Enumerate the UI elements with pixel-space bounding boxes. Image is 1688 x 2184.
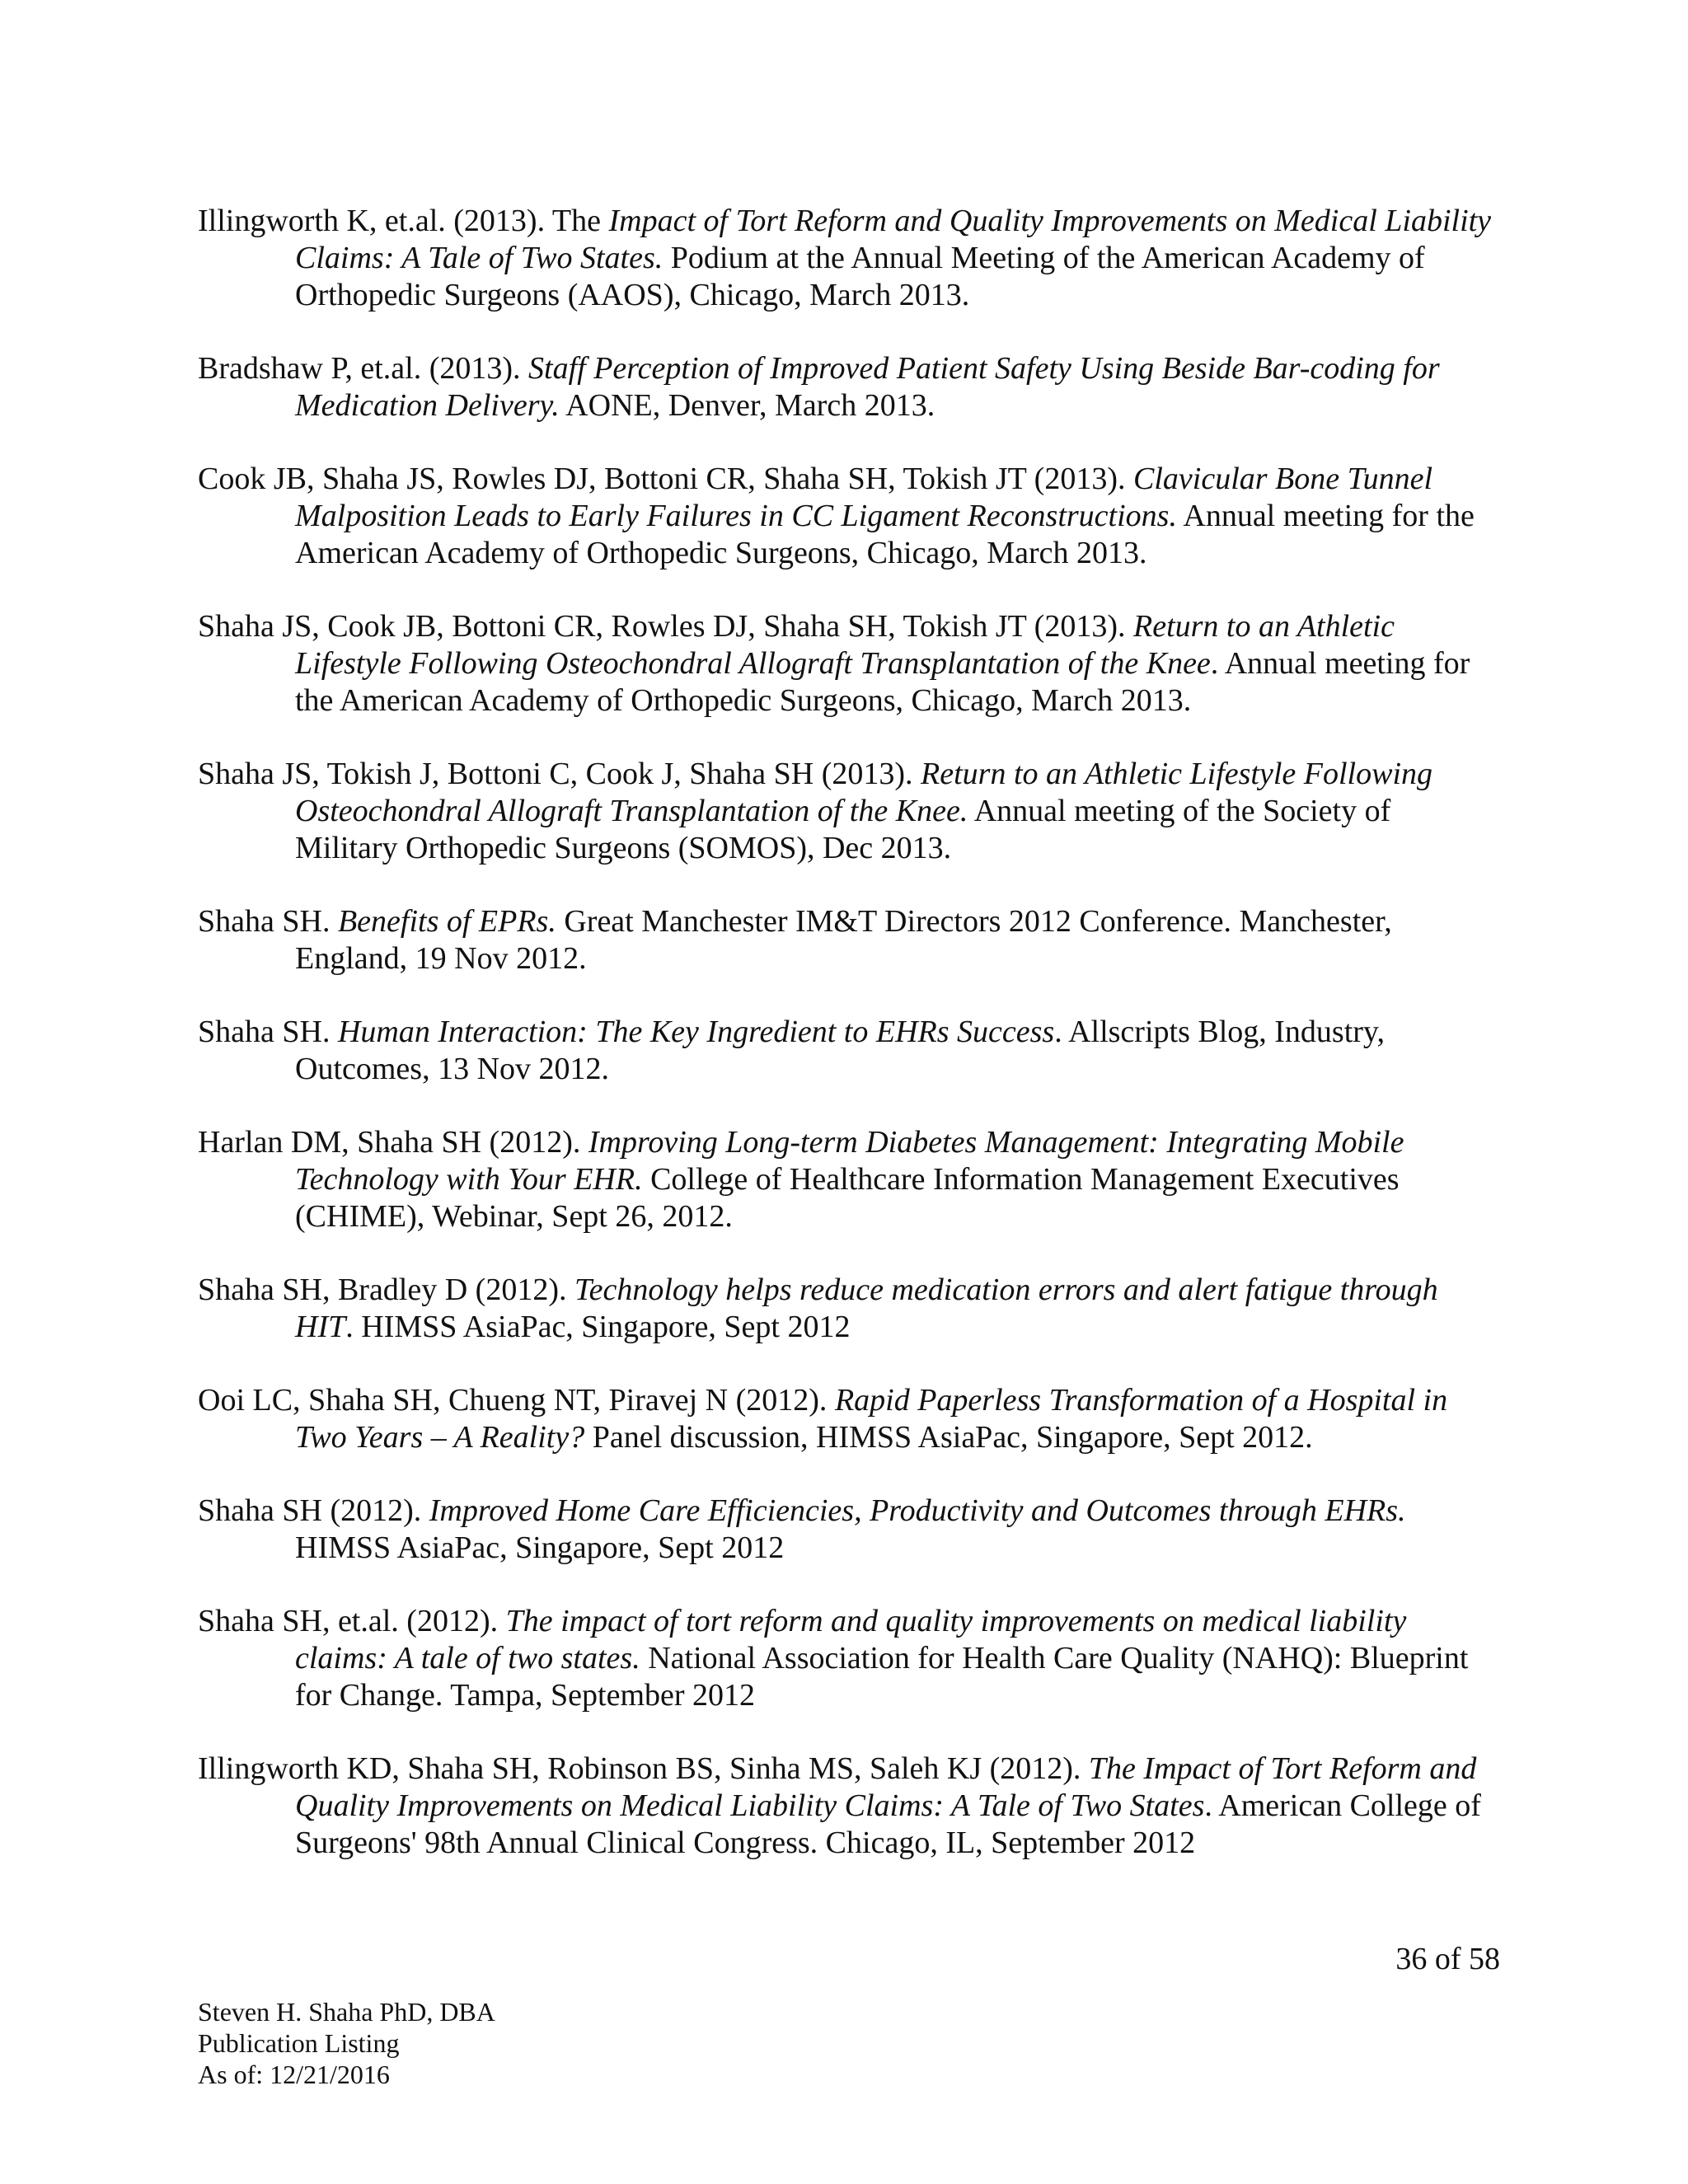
reference-title: The Impact of Tort Reform and Quality Improvements on Medical Liability Claims: A Tale of Two States	[295, 1751, 1477, 1823]
reference-item	[198, 1750, 1500, 1862]
reference-item	[198, 1124, 1500, 1235]
reference-item	[198, 903, 1500, 977]
reference-authors: Ooi LC, Shaha SH, Chueng NT, Piravej N (2012).	[198, 1383, 835, 1418]
reference-venue: Panel discussion, HIMSS AsiaPac, Singapore, Sept 2012.	[584, 1420, 1313, 1455]
reference-item	[198, 756, 1500, 867]
reference-authors: Harlan DM, Shaha SH (2012).	[198, 1125, 588, 1160]
reference-venue: College of Healthcare Information Management Executives (CHIME), Webinar, Sept 26, 2012.	[295, 1162, 1400, 1234]
reference-title: Return to an Athletic Lifestyle Following Osteochondral Allograft Transplantation of the Knee.	[295, 757, 1432, 828]
reference-venue: . Allscripts Blog, Industry, Outcomes, 13 Nov 2012.	[295, 1015, 1385, 1086]
reference-authors: Cook JB, Shaha JS, Rowles DJ, Bottoni CR, Shaha SH, Tokish JT (2013).	[198, 462, 1133, 496]
reference-title: Clavicular Bone Tunnel Malposition Leads to Early Failures in CC Ligament Reconstructions.	[295, 462, 1433, 533]
page-footer	[198, 1996, 495, 2090]
reference-title: Return to an Athletic Lifestyle Following Osteochondral Allograft Transplantation of the Knee	[295, 609, 1395, 681]
reference-item	[198, 608, 1500, 719]
reference-authors: Shaha JS, Tokish J, Bottoni C, Cook J, Shaha SH (2013).	[198, 757, 921, 791]
reference-item	[198, 1382, 1500, 1456]
reference-venue: National Association for Health Care Quality (NAHQ): Blueprint for Change. Tampa, September 2012	[295, 1641, 1469, 1713]
reference-item	[198, 461, 1500, 572]
reference-venue: HIMSS AsiaPac, Singapore, Sept 2012	[295, 1530, 785, 1565]
reference-title: Improved Home Care Efficiencies, Productivity and Outcomes through EHRs.	[429, 1493, 1406, 1528]
reference-authors: Bradshaw P, et.al. (2013).	[198, 351, 529, 386]
reference-authors: Shaha JS, Cook JB, Bottoni CR, Rowles DJ, Shaha SH, Tokish JT (2013).	[198, 609, 1133, 644]
reference-title: Benefits of EPRs.	[337, 904, 556, 939]
reference-title: Technology helps reduce medication errors and alert fatigue through HIT	[295, 1272, 1438, 1344]
reference-venue: Great Manchester IM&T Directors 2012 Conference. Manchester, England, 19 Nov 2012.	[295, 904, 1392, 976]
reference-venue: Annual meeting for the American Academy of Orthopedic Surgeons, Chicago, March 2013.	[295, 499, 1475, 570]
reference-item	[198, 1272, 1500, 1346]
reference-venue: . Annual meeting for the American Academy of Orthopedic Surgeons, Chicago, March 2013.	[295, 646, 1470, 718]
reference-title: Staff Perception of Improved Patient Safety Using Beside Bar-coding for Medication Delivery.	[295, 351, 1440, 423]
reference-venue: Podium at the Annual Meeting of the American Academy of Orthopedic Surgeons (AAOS), Chicago, March 2013.	[295, 241, 1425, 312]
footer-author: Steven H. Shaha PhD, DBA	[198, 1997, 495, 2027]
reference-title: Human Interaction: The Key Ingredient to EHRs Success	[337, 1015, 1055, 1049]
reference-venue: . American College of Surgeons' 98th Annual Clinical Congress. Chicago, IL, September 2012	[295, 1788, 1481, 1860]
reference-title: Impact of Tort Reform and Quality Improvements on Medical Liability Claims: A Tale of Two States.	[295, 204, 1492, 275]
reference-authors: Illingworth KD, Shaha SH, Robinson BS, Sinha MS, Saleh KJ (2012).	[198, 1751, 1089, 1786]
reference-item	[198, 1603, 1500, 1714]
reference-venue: . HIMSS AsiaPac, Singapore, Sept 2012	[345, 1310, 851, 1344]
reference-authors: Shaha SH, Bradley D (2012).	[198, 1272, 574, 1307]
footer-document-title: Publication Listing	[198, 2028, 400, 2058]
reference-item	[198, 203, 1500, 314]
reference-title: Improving Long-term Diabetes Management: Integrating Mobile Technology with Your EHR.	[295, 1125, 1404, 1197]
reference-item	[198, 350, 1500, 424]
reference-title: Rapid Paperless Transformation of a Hospital in Two Years – A Reality?	[295, 1383, 1448, 1455]
reference-authors: Shaha SH.	[198, 1015, 338, 1049]
page-number: 36 of 58	[1395, 1942, 1500, 1976]
reference-item	[198, 1014, 1500, 1088]
reference-list	[198, 203, 1500, 1898]
reference-authors: Shaha SH, et.al. (2012).	[198, 1604, 506, 1638]
footer-date: As of: 12/21/2016	[198, 2060, 390, 2089]
reference-authors: Shaha SH (2012).	[198, 1493, 429, 1528]
reference-authors: Illingworth K, et.al. (2013). The	[198, 204, 609, 238]
reference-authors: Shaha SH.	[198, 904, 338, 939]
reference-item	[198, 1493, 1500, 1567]
reference-venue: Annual meeting of the Society of Military Orthopedic Surgeons (SOMOS), Dec 2013.	[295, 794, 1391, 865]
reference-venue: AONE, Denver, March 2013.	[559, 388, 935, 423]
reference-title: The impact of tort reform and quality improvements on medical liability claims: A tale of two states.	[295, 1604, 1407, 1675]
